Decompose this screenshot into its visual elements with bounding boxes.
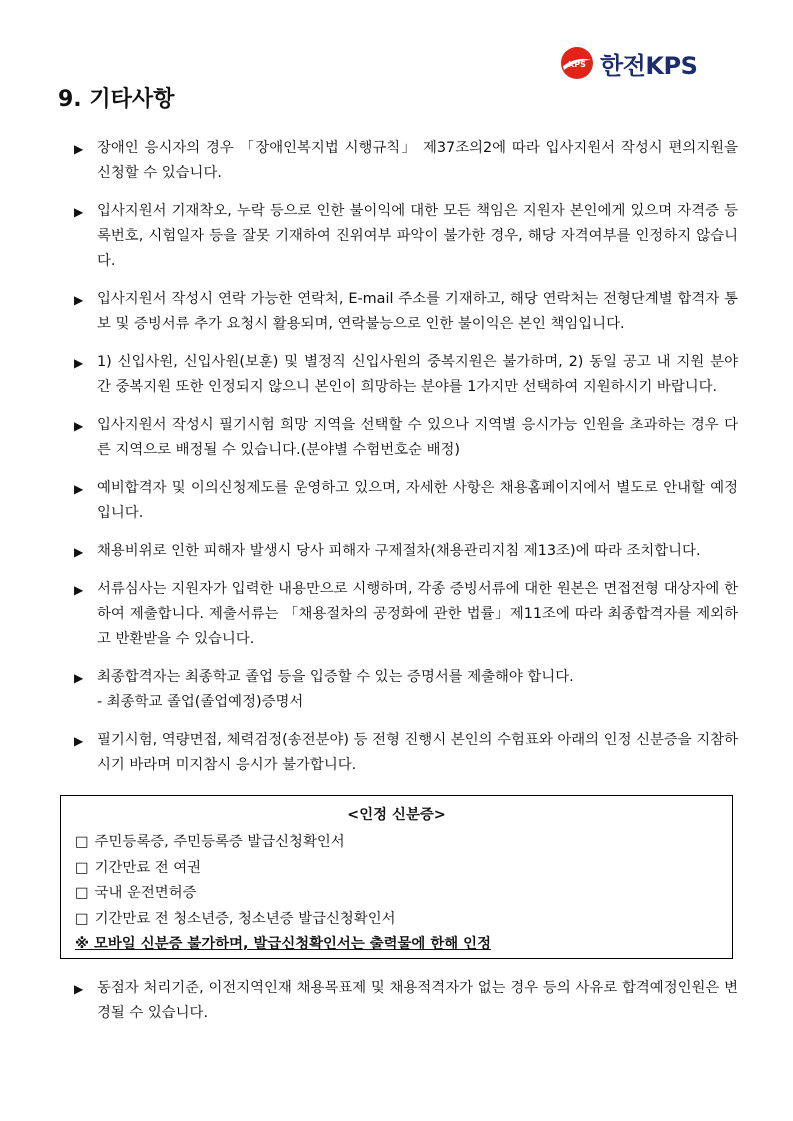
note-item: ▶ 서류심사는 지원자가 입력한 내용만으로 시행하며, 각종 증빙서류에 대한 원본은 면접전형 대상자에 한하여 제출합니다. 제출서류는 「채용절차의 공정화에 관한 법률」제11조에 따라 최종합격자를 제외하고 반환받을 수 있습니다. bbox=[74, 577, 738, 652]
kps-logo-icon bbox=[560, 46, 594, 80]
note-item: ▶ 동점자 처리기준, 이전지역인재 채용목표제 및 채용적격자가 없는 경우 등의 사유로 합격예정인원은 변경될 수 있습니다. bbox=[74, 976, 738, 1026]
checkbox-icon: □ bbox=[75, 834, 89, 850]
logo-latin: KPS bbox=[645, 51, 698, 80]
checkbox-icon: □ bbox=[75, 859, 89, 876]
note-item: ▶ 장애인 응시자의 경우 「장애인복지법 시행규칙」 제37조의2에 따라 입사지원서 작성시 편의지원을 신청할 수 있습니다. bbox=[74, 136, 738, 186]
bullet-arrow-icon: ▶ bbox=[74, 142, 84, 156]
id-option: □ 기간만료 전 청소년증, 청소년증 발급신청확인서 bbox=[75, 910, 396, 927]
note-item: ▶ 입사지원서 작성시 연락 가능한 연락처, E-mail 주소를 기재하고, 해당 연락처는 전형단계별 합격자 통보 및 증빙서류 추가 요청시 활용되며, 연락불능으로 인한 불이익은 본인 책임입니다. bbox=[74, 287, 738, 337]
checkbox-icon: □ bbox=[75, 885, 89, 901]
note-item: ▶ 입사지원서 작성시 필기시험 희망 지역을 선택할 수 있으나 지역별 응시가능 인원을 초과하는 경우 다른 지역으로 배정될 수 있습니다.(분야별 수험번호순 배정) bbox=[74, 413, 738, 463]
company-logo bbox=[560, 46, 697, 80]
note-item: ▶ 채용비위로 인한 피해자 발생시 당사 피해자 구제절차(채용관리지침 제13조)에 따라 조치합니다. bbox=[74, 539, 738, 564]
bullet-arrow-icon: ▶ bbox=[74, 205, 84, 219]
id-box-title: <인정 신분증> bbox=[347, 807, 446, 823]
notes-list bbox=[74, 136, 738, 791]
bullet-arrow-icon: ▶ bbox=[74, 482, 84, 496]
note-item: ▶ 필기시험, 역량면접, 체력검정(송전분야) 등 전형 진행시 본인의 수험표와 아래의 인정 신분증을 지참하시기 바라며 미지참시 응시가 불가합니다. bbox=[74, 728, 738, 778]
id-options-list bbox=[75, 830, 732, 932]
svg-text:KPS: KPS bbox=[568, 60, 586, 69]
section-title: 9. 기타사항 bbox=[58, 87, 175, 112]
note-item: ▶ 1) 신입사원, 신입사원(보훈) 및 별정직 신입사원의 중복지원은 불가하며, 2) 동일 공고 내 지원 분야 간 중복지원 또한 인정되지 않으니 본인이 희망하는 분야를 1가지만 선택하여 지원하시기 바랍니다. bbox=[74, 350, 738, 400]
bullet-arrow-icon: ▶ bbox=[74, 356, 84, 370]
bullet-arrow-icon: ▶ bbox=[74, 671, 84, 685]
note-subitem: - 최종학교 졸업(졸업예정)증명서 bbox=[97, 694, 304, 710]
bullet-arrow-icon: ▶ bbox=[74, 982, 84, 996]
logo-wordmark bbox=[600, 46, 697, 81]
bullet-arrow-icon: ▶ bbox=[74, 583, 84, 597]
accepted-id-box bbox=[60, 795, 733, 959]
note-item: ▶ 입사지원서 기재착오, 누락 등으로 인한 불이익에 대한 모든 책임은 지원자 본인에게 있으며 자격증 등록번호, 시험일자 등을 잘못 기재하여 진위여부 파악이 불가한 경우, 해당 자격여부를 인정하지 않습니다. bbox=[74, 199, 738, 274]
logo-korean: 한전 bbox=[600, 51, 646, 80]
id-option: □ 국내 운전면허증 bbox=[75, 885, 197, 901]
bullet-arrow-icon: ▶ bbox=[74, 293, 84, 307]
bullet-arrow-icon: ▶ bbox=[74, 734, 84, 748]
notes-list-after bbox=[74, 976, 738, 1039]
bullet-arrow-icon: ▶ bbox=[74, 545, 84, 559]
id-option: □ 기간만료 전 여권 bbox=[75, 859, 202, 876]
bullet-arrow-icon: ▶ bbox=[74, 419, 84, 433]
note-item: ▶ 예비합격자 및 이의신청제도를 운영하고 있으며, 자세한 사항은 채용홈페이지에서 별도로 안내할 예정입니다. bbox=[74, 476, 738, 526]
checkbox-icon: □ bbox=[75, 910, 89, 927]
id-option: □ 주민등록증, 주민등록증 발급신청확인서 bbox=[75, 834, 345, 850]
note-item: ▶ 최종합격자는 최종학교 졸업 등을 입증할 수 있는 증명서를 제출해야 합니다. - 최종학교 졸업(졸업예정)증명서 bbox=[74, 665, 738, 715]
id-box-note: ※ 모바일 신분증 불가하며, 발급신청확인서는 출력물에 한해 인정 bbox=[75, 936, 491, 952]
